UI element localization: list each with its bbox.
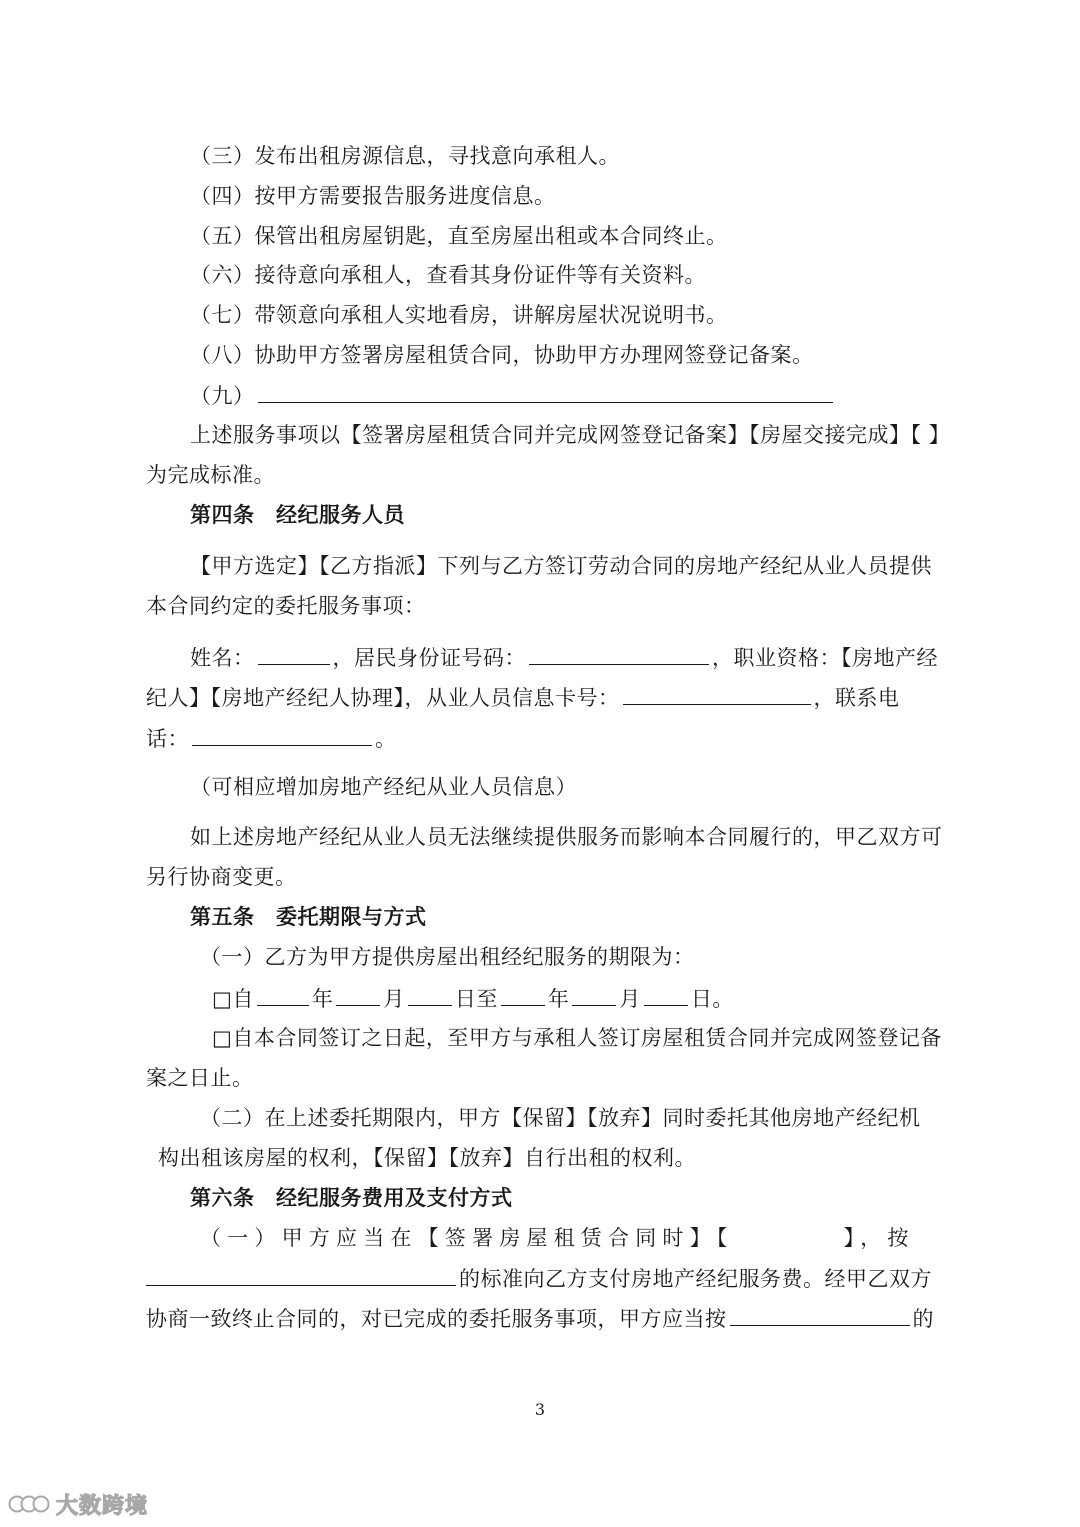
start-year-label: 年	[311, 987, 334, 1011]
term-option1-prefix: □自	[212, 987, 254, 1011]
qualification-label: ，职业资格：【房地产经	[712, 646, 938, 670]
termination-fee-blank	[730, 1303, 910, 1326]
article4-p1-line2: 本合同约定的委托服务事项：	[146, 594, 426, 618]
info-card-blank	[623, 682, 811, 705]
start-day-label: 日至	[454, 987, 498, 1011]
service-item-5: （五）保管出租房屋钥匙，直至房屋出租或本合同终止。	[190, 224, 728, 248]
name-blank	[258, 642, 330, 665]
phone-label-end: 话：	[146, 727, 189, 751]
end-year-label: 年	[547, 987, 570, 1011]
article5-p1: （一）乙方为甲方提供房屋出租经纪服务的期限为：	[200, 945, 695, 969]
article4-p2-line2: 另行协商变更。	[146, 865, 297, 889]
completion-standard-line2: 为完成标准。	[146, 463, 275, 487]
id-number-label: ，居民身份证号码：	[332, 646, 526, 670]
service-item-8: （八）协助甲方签署房屋租赁合同，协助甲方办理网签登记备案。	[190, 343, 814, 367]
article4-note: （可相应增加房地产经纪从业人员信息）	[190, 775, 577, 799]
service-item-4: （四）按甲方需要报告服务进度信息。	[190, 184, 556, 208]
watermark-logo-icon	[8, 1491, 50, 1517]
payment-timing-end: 】，按	[843, 1226, 915, 1250]
phone-blank	[192, 723, 372, 746]
article5-p2-line1: （二）在上述委托期限内，甲方【保留】【放弃】同时委托其他房地产经纪机	[200, 1106, 921, 1130]
broker-info-line1	[190, 642, 938, 673]
article6-p1-line3	[146, 1303, 934, 1334]
broker-info-line2	[146, 682, 900, 713]
broker-info-line3	[146, 723, 397, 754]
qualification-options: 纪人】【房地产经纪人协理】，从业人员信息卡号：	[146, 686, 620, 710]
article5-title: 第五条 委托期限与方式	[190, 904, 427, 929]
term-option2-line2: 案之日止。	[146, 1066, 254, 1090]
start-year-blank	[257, 983, 309, 1006]
end-day-blank	[644, 983, 688, 1006]
end-year-blank	[501, 983, 545, 1006]
service-item-3: （三）发布出租房源信息，寻找意向承租人。	[190, 144, 620, 168]
end-day-label: 日。	[690, 987, 734, 1011]
service-item-7: （七）带领意向承租人实地看房，讲解房屋状况说明书。	[190, 303, 728, 327]
completion-standard-line1: 上述服务事项以【签署房屋租赁合同并完成网签登记备案】【房屋交接完成】【 】	[190, 423, 951, 447]
watermark-text: 大数跨境	[56, 1493, 149, 1519]
article6-p1-line2	[146, 1263, 932, 1294]
article5-p2-line2: 构出租该房屋的权利，【保留】【放弃】自行出租的权利。	[158, 1146, 696, 1170]
start-day-blank	[408, 983, 452, 1006]
end-month-blank	[572, 983, 616, 1006]
start-month-label: 月	[383, 987, 405, 1011]
term-option1	[212, 983, 734, 1014]
article6-title: 第六条 经纪服务费用及支付方式	[190, 1185, 513, 1210]
article4-p2-line1: 如上述房地产经纪从业人员无法继续提供服务而影响本合同履行的，甲乙双方可	[190, 825, 943, 849]
termination-text: 协商一致终止合同的，对已完成的委托服务事项，甲方应当按	[146, 1307, 727, 1331]
start-month-blank	[336, 983, 380, 1006]
name-label: 姓名：	[190, 646, 255, 670]
article6-p1-line1	[200, 1223, 915, 1253]
article4-p1-line1: 【甲方选定】【乙方指派】下列与乙方签订劳动合同的房地产经纪从业人员提供	[190, 554, 932, 578]
article4-title: 第四条 经纪服务人员	[190, 502, 405, 527]
termination-text-end: 的	[912, 1307, 934, 1331]
phone-label: ，联系电	[813, 686, 900, 710]
watermark	[8, 1488, 148, 1520]
fee-standard-blank	[146, 1263, 456, 1286]
service-item-9	[190, 380, 836, 411]
term-option2-line1: □自本合同签订之日起，至甲方与承租人签订房屋租赁合同并完成网签登记备	[212, 1026, 942, 1050]
service-item-9-label: （九）	[190, 384, 255, 408]
page-number: 3	[534, 1400, 546, 1419]
service-item-9-blank	[258, 380, 833, 403]
fee-standard-text: 的标准向乙方支付房地产经纪服务费。经甲乙双方	[459, 1267, 932, 1291]
payment-timing-text: （一）甲方应当在【签署房屋租赁合同时】【	[200, 1226, 734, 1250]
phone-period: 。	[375, 727, 397, 751]
end-month-label: 月	[619, 987, 641, 1011]
service-item-6: （六）接待意向承租人，查看其身份证件等有关资料。	[190, 263, 706, 287]
id-number-blank	[529, 642, 709, 665]
